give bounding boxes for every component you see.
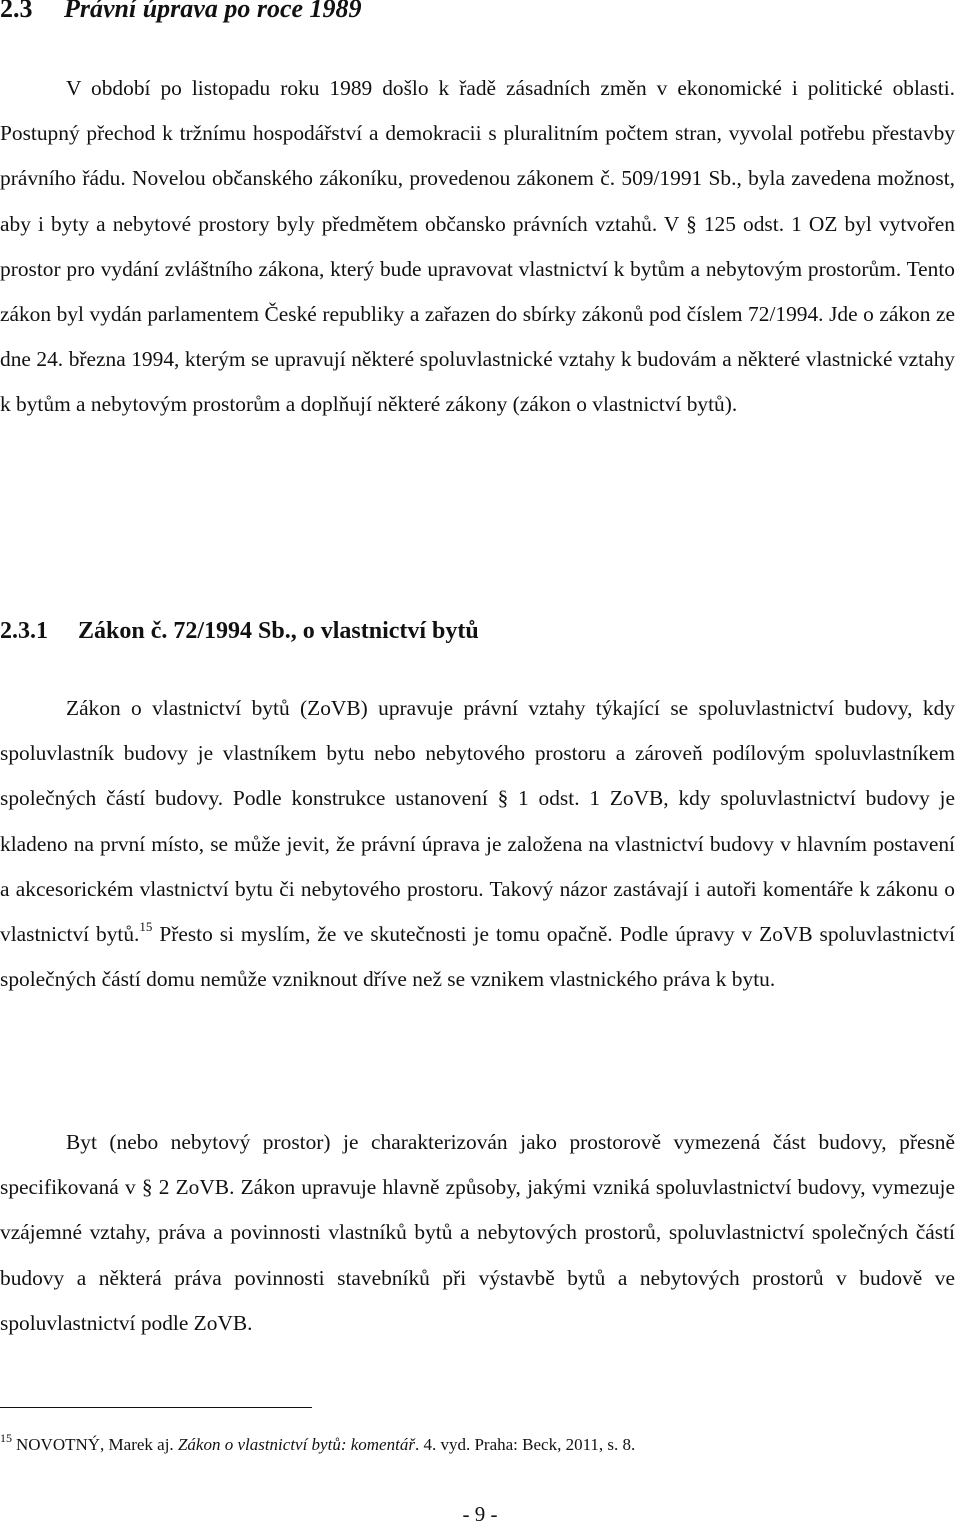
- subsection-title: Zákon č. 72/1994 Sb., o vlastnictví bytů: [78, 618, 479, 644]
- section-paragraph: V období po listopadu roku 1989 došlo k řadě zásadních změn v ekonomické i politické oblasti. Postupný přechod k tržnímu hospodářství a demokracii s pluralitním počtem stran, vyvolal potřebu přestavby právního řádu. Novelou občanského zákoníku, provedenou zákonem č. 509/1991 Sb., byla zavedena možnost, aby i byty a nebytové prostory byly předmětem občansko právních vztahů. V § 125 odst. 1 OZ byl vytvořen prostor pro vydání zvláštního zákona, který bude upravovat vlastnictví k bytům a nebytovým prostorům. Tento zákon byl vydán parlamentem České republiky a zařazen do sbírky zákonů pod číslem 72/1994. Jde o zákon ze dne 24. března 1994, kterým se upravují některé spoluvlastnické vztahy k budovám a některé vlastnické vztahy k bytům a nebytovým prostorům a doplňují některé zákony (zákon o vlastnictví bytů).: [0, 76, 955, 417]
- footnote-separator: [0, 1407, 312, 1408]
- subsection-paragraph-1: [0, 686, 955, 1002]
- paragraph-text: Zákon o vlastnictví bytů (ZoVB) upravuje právní vztahy týkající se spoluvlastnictví budovy, kdy spoluvlastník budovy je vlastníkem bytu nebo nebytového prostoru a zároveň podílovým spoluvlastníkem společných částí budovy. Podle konstrukce ustanovení § 1 odst. 1 ZoVB, kdy spoluvlastnictví budovy je kladeno na první místo, se může jevit, že právní úprava je založena na vlastnictví budovy v hlavním postavení a akcesorickém vlastnictví bytu či nebytového prostoru. Takový názor zastávají i autoři komentáře k zákonu o vlastnictví bytů.: [0, 696, 955, 947]
- footnote-reference[interactable]: 15: [139, 919, 153, 935]
- subsection-heading: [0, 618, 479, 645]
- section-title: Právní úprava po roce 1989: [64, 0, 362, 23]
- paragraph-text-continued: Přesto si myslím, že ve skutečnosti je tomu opačně. Podle úpravy v ZoVB spoluvlastnictví společných částí domu nemůže vzniknout dříve než se vznikem vlastnického práva k bytu.: [0, 922, 955, 992]
- footnote: [0, 1425, 955, 1458]
- footnote-title: Zákon o vlastnictví bytů: komentář: [177, 1435, 415, 1454]
- section-number: 2.3: [0, 0, 33, 23]
- subsection-number: 2.3.1: [0, 618, 48, 644]
- page-number: - 9 -: [462, 1502, 498, 1526]
- section-heading: [0, 0, 362, 24]
- footnote-number: 15: [0, 1431, 12, 1445]
- subsection-paragraph-2: Byt (nebo nebytový prostor) je charakterizován jako prostorově vymezená část budovy, přesně specifikovaná v § 2 ZoVB. Zákon upravuje hlavně způsoby, jakými vzniká spoluvlastnictví budovy, vymezuje vzájemné vztahy, práva a povinnosti vlastníků bytů a nebytových prostorů, spoluvlastnictví společných částí budovy a některá práva povinnosti stavebníků při výstavbě bytů a nebytových prostorů v budově ve spoluvlastnictví podle ZoVB.: [0, 1130, 955, 1335]
- footnote-author: NOVOTNÝ, Marek aj.: [16, 1435, 174, 1454]
- footnote-publication: . 4. vyd. Praha: Beck, 2011, s. 8.: [414, 1435, 636, 1454]
